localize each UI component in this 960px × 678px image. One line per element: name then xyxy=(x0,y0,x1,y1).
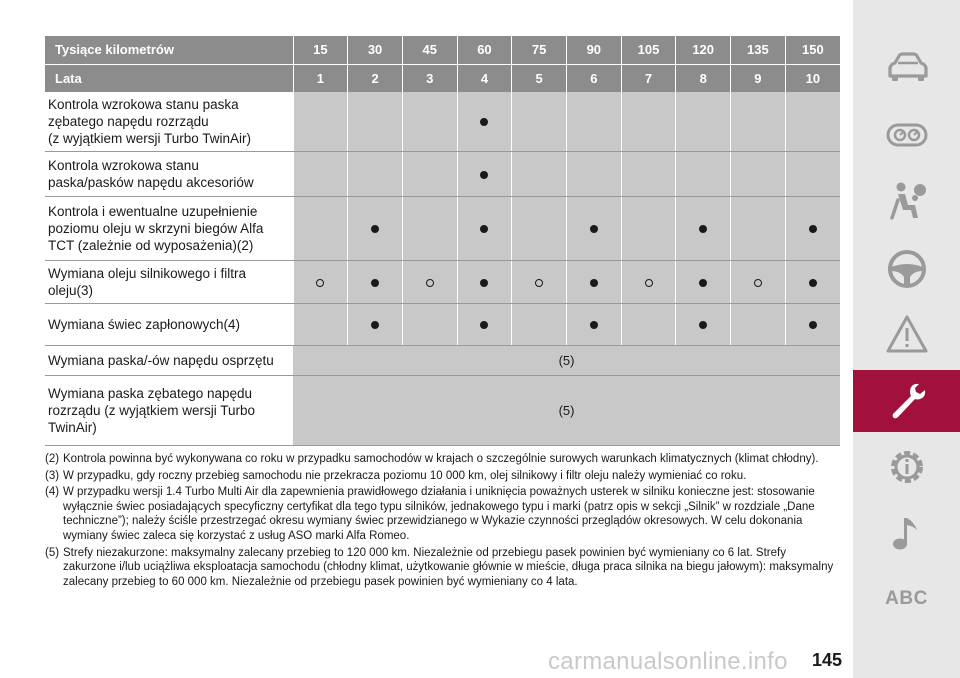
schedule-cell xyxy=(731,304,786,346)
schedule-cell xyxy=(621,197,676,261)
filled-dot-icon xyxy=(699,225,707,233)
schedule-cell xyxy=(676,92,731,152)
header-km-75: 75 xyxy=(512,36,567,64)
hollow-circle-icon xyxy=(754,279,762,287)
watermark: carmanualsonline.info xyxy=(548,648,788,675)
schedule-cell xyxy=(566,152,621,197)
schedule-cell xyxy=(293,152,348,197)
row-label-line: Kontrola wzrokowa stanu xyxy=(48,158,199,173)
row-label-line: oleju(3) xyxy=(48,283,94,298)
row-label-line: TCT (zależnie od wyposażenia)(2) xyxy=(48,238,254,253)
schedule-cell xyxy=(457,261,512,304)
steering-wheel-icon xyxy=(884,246,930,292)
footnote-number: (2) xyxy=(45,453,60,465)
row-label-line: rozrządu (z wyjątkiem wersji Turbo xyxy=(48,403,256,418)
maintenance-content xyxy=(45,36,840,591)
filled-dot-icon xyxy=(699,279,707,287)
schedule-cell xyxy=(731,197,786,261)
filled-dot-icon xyxy=(480,118,488,126)
filled-dot-icon xyxy=(371,225,379,233)
page-number: 145 xyxy=(812,650,843,670)
schedule-cell xyxy=(512,197,567,261)
header-year-10: 10 xyxy=(785,64,840,92)
filled-dot-icon xyxy=(480,225,488,233)
row-label-line: Kontrola wzrokowa stanu paska xyxy=(48,97,239,112)
header-year-1: 1 xyxy=(293,64,348,92)
schedule-body xyxy=(45,92,840,446)
warning-triangle-icon xyxy=(884,312,930,358)
filled-dot-icon xyxy=(480,321,488,329)
schedule-cell xyxy=(566,92,621,152)
row-label xyxy=(45,376,293,446)
filled-dot-icon xyxy=(480,279,488,287)
schedule-cell xyxy=(785,152,840,197)
sidebar-item-index[interactable] xyxy=(853,568,960,630)
header-km-90: 90 xyxy=(566,36,621,64)
hollow-circle-icon xyxy=(645,279,653,287)
schedule-cell xyxy=(621,304,676,346)
schedule-cell xyxy=(402,152,457,197)
table-row xyxy=(45,152,840,197)
filled-dot-icon xyxy=(371,279,379,287)
footnote-text: Strefy niezakurzone: maksymalny zalecany przebieg to 120 000 km. Niezależnie od przebiegu pasek powinien być wymieniany co 6 lat. Strefy zakurzone i/lub uciążliwa eksploatacja samochodu (chłodny klimat, użytkowanie głównie w mieście, długa praca silnika na biegu jałowym): maksymalny zalecany przebieg to 60 000 km. Niezależnie od przebiegu pasek powinien być wymieniany co 4 lata. xyxy=(63,546,834,588)
row-label xyxy=(45,346,293,376)
header-years-label: Lata xyxy=(45,64,293,92)
chapter-sidebar xyxy=(853,0,960,678)
schedule-cell xyxy=(731,261,786,304)
schedule-cell xyxy=(293,92,348,152)
schedule-cell xyxy=(676,152,731,197)
filled-dot-icon xyxy=(590,321,598,329)
row-label xyxy=(45,92,293,152)
schedule-cell xyxy=(348,92,403,152)
filled-dot-icon xyxy=(590,225,598,233)
schedule-cell xyxy=(785,304,840,346)
schedule-cell xyxy=(566,304,621,346)
sidebar-item-emergency[interactable] xyxy=(853,304,960,366)
schedule-cell xyxy=(512,92,567,152)
filled-dot-icon xyxy=(699,321,707,329)
row-label xyxy=(45,304,293,346)
row-label-line: Wymiana świec zapłonowych(4) xyxy=(48,317,240,332)
table-row-spanned xyxy=(45,376,840,446)
schedule-cell xyxy=(348,197,403,261)
schedule-cell xyxy=(676,197,731,261)
footnote-number: (4) xyxy=(45,486,60,499)
schedule-cell xyxy=(402,92,457,152)
schedule-cell xyxy=(348,304,403,346)
schedule-cell xyxy=(512,261,567,304)
dashboard-gauges-icon xyxy=(884,112,930,158)
header-km-120: 120 xyxy=(676,36,731,64)
row-label-line: paska/pasków napędu akcesoriów xyxy=(48,175,254,190)
schedule-cell xyxy=(402,261,457,304)
schedule-cell xyxy=(457,92,512,152)
row-label xyxy=(45,197,293,261)
schedule-cell xyxy=(457,152,512,197)
header-year-5: 5 xyxy=(512,64,567,92)
filled-dot-icon xyxy=(809,279,817,287)
header-km-45: 45 xyxy=(402,36,457,64)
table-row-spanned xyxy=(45,346,840,376)
schedule-cell xyxy=(512,152,567,197)
hollow-circle-icon xyxy=(535,279,543,287)
sidebar-item-driving[interactable] xyxy=(853,238,960,300)
gear-info-icon xyxy=(884,444,930,490)
table-row xyxy=(45,261,840,304)
header-km-135: 135 xyxy=(731,36,786,64)
car-icon xyxy=(884,46,930,92)
footnote xyxy=(45,469,840,484)
sidebar-item-maintenance[interactable] xyxy=(853,370,960,432)
footnote-number: (5) xyxy=(45,546,60,559)
table-row xyxy=(45,197,840,261)
sidebar-item-dashboard[interactable] xyxy=(853,104,960,166)
schedule-cell xyxy=(293,261,348,304)
schedule-cell xyxy=(621,152,676,197)
row-label xyxy=(45,261,293,304)
header-year-9: 9 xyxy=(731,64,786,92)
row-label xyxy=(45,152,293,197)
schedule-cell xyxy=(731,152,786,197)
schedule-cell xyxy=(566,261,621,304)
schedule-cell xyxy=(512,304,567,346)
sidebar-item-multimedia[interactable] xyxy=(853,502,960,564)
music-note-icon xyxy=(884,510,930,556)
footnotes xyxy=(45,452,840,589)
row-label-line: Kontrola i ewentualne uzupełnienie xyxy=(48,204,258,219)
maintenance-schedule-table xyxy=(45,36,840,446)
schedule-cell xyxy=(402,304,457,346)
header-km-60: 60 xyxy=(457,36,512,64)
hollow-circle-icon xyxy=(426,279,434,287)
header-km-15: 15 xyxy=(293,36,348,64)
header-row-years xyxy=(45,64,840,92)
row-label-line: Wymiana oleju silnikowego i filtra xyxy=(48,266,246,281)
footnote xyxy=(45,546,840,590)
spanned-value: (5) xyxy=(293,346,840,376)
spanned-value: (5) xyxy=(293,376,840,446)
table-row xyxy=(45,92,840,152)
schedule-cell xyxy=(457,304,512,346)
row-label-line: Wymiana paska zębatego napędu xyxy=(48,386,253,401)
schedule-cell xyxy=(293,197,348,261)
header-year-8: 8 xyxy=(676,64,731,92)
schedule-cell xyxy=(402,197,457,261)
filled-dot-icon xyxy=(590,279,598,287)
schedule-cell xyxy=(785,92,840,152)
schedule-cell xyxy=(785,261,840,304)
row-label-line: zębatego napędu rozrządu xyxy=(48,114,209,129)
footnote-number: (3) xyxy=(45,469,60,482)
row-label-line: (z wyjątkiem wersji Turbo TwinAir) xyxy=(48,131,252,146)
header-km-label: Tysiące kilometrów xyxy=(45,36,293,64)
header-km-150: 150 xyxy=(785,36,840,64)
footnote-text: W przypadku, gdy roczny przebieg samochodu nie przekracza poziomu 10 000 km, olej silnikowy i filtr oleju należy wymieniać co roku. xyxy=(63,469,747,482)
schedule-cell xyxy=(676,261,731,304)
sidebar-item-technical-data[interactable] xyxy=(853,436,960,498)
row-label-line: Wymiana paska/-ów napędu osprzętu xyxy=(48,353,274,368)
header-year-4: 4 xyxy=(457,64,512,92)
schedule-cell xyxy=(348,261,403,304)
header-row-kilometers xyxy=(45,36,840,64)
filled-dot-icon xyxy=(809,225,817,233)
sidebar-item-safety[interactable] xyxy=(853,170,960,232)
footnote xyxy=(45,485,840,543)
schedule-cell xyxy=(457,197,512,261)
abc-index-label: ABC xyxy=(885,588,928,609)
schedule-cell xyxy=(348,152,403,197)
footnote-text: Kontrola powinna być wykonywana co roku w przypadku samochodów w krajach o szczególnie surowych warunkach klimatycznych (klimat chłodny). xyxy=(63,453,819,465)
header-year-6: 6 xyxy=(566,64,621,92)
schedule-cell xyxy=(731,92,786,152)
header-year-7: 7 xyxy=(621,64,676,92)
sidebar-item-car[interactable] xyxy=(853,38,960,100)
hollow-circle-icon xyxy=(316,279,324,287)
row-label-line: TwinAir) xyxy=(48,420,97,435)
airbag-seat-icon xyxy=(884,178,930,224)
schedule-cell xyxy=(676,304,731,346)
footnote-text: W przypadku wersji 1.4 Turbo Multi Air dla zapewnienia prawidłowego działania i uniknięcia poważnych usterek w silniku konieczne jest: stosowanie wyłącznie świec posiadających specyficzny certyfikat dla tego typu silników, jednakowego typu i marki (patrz opis w sekcji „Silnik” w rozdziale „Dane techniczne”); należy ściśle przestrzegać okresu wymiany świec przewidzianego w Wykazie czynności przeglądów okresowych. W celu dokonania wymiany świec zaleca się korzystać z usług ASO marki Alfa Romeo. xyxy=(63,486,815,542)
row-label-line: poziomu oleju w skrzyni biegów Alfa xyxy=(48,221,264,236)
filled-dot-icon xyxy=(809,321,817,329)
filled-dot-icon xyxy=(371,321,379,329)
header-year-3: 3 xyxy=(402,64,457,92)
schedule-cell xyxy=(566,197,621,261)
table-row xyxy=(45,304,840,346)
filled-dot-icon xyxy=(480,171,488,179)
schedule-cell xyxy=(293,304,348,346)
header-km-105: 105 xyxy=(621,36,676,64)
header-km-30: 30 xyxy=(348,36,403,64)
header-year-2: 2 xyxy=(348,64,403,92)
schedule-cell xyxy=(785,197,840,261)
wrench-icon xyxy=(884,378,930,424)
schedule-cell xyxy=(621,92,676,152)
schedule-cell xyxy=(621,261,676,304)
footnote xyxy=(45,452,840,467)
